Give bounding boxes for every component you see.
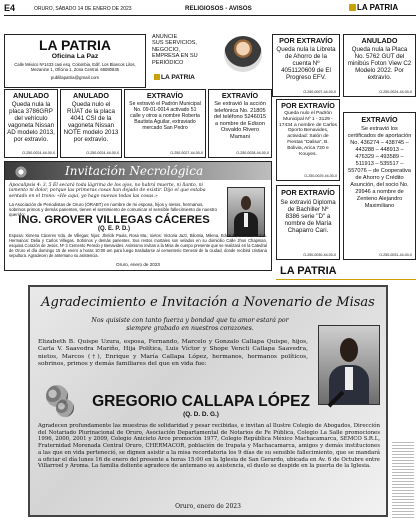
office-brand: LA PATRIA (38, 37, 112, 53)
novenario-family: Elizabeth B. Quispe Uzura, esposa, Fernando, Marcelo y Gonzalo Callapa Quispe, hijos, Carla V. Saavedra Mariño, Hija Política, Luis Víctor y Shope Vencli Callapa Saavedra, nietos, Marcos (†), Enrique y María Callapa López, hermanos, hermanos políticos, sobrinos, primos y demás familiares del que en vida fue: (38, 339, 308, 368)
mourning-ribbon-icon (328, 389, 348, 409)
notice-ref: O-250-0031-44-00-0 (379, 253, 412, 257)
logo-mark-icon (154, 74, 160, 80)
notice-ref: O-250-0024-44-00-0 (22, 151, 55, 155)
novenario-title: Agradecimiento e Invitación a Novenario de Misas (41, 295, 375, 310)
notice-body: Queda nula la Placa No. 5762 GUT del minibús Foton View C2 Modelo 2022. Por extravío. (347, 46, 412, 81)
deceased-name-novenario: GREGORIO CALLAPA LÓPEZ (92, 393, 310, 410)
notice-ref: O-250-0007-44-00-0 (303, 90, 336, 94)
obituary-title: Invitación Necrológica (65, 164, 204, 178)
notice-body: Se extravió los certificados de aportación No. 436274 – 438745 – 443288 – 448913 – 476329 – 493589 – 511913 – 535517 – 557076 – de Cooperativa de Ahorro y Crédito Asunción, del socio No. 29946 a nombre de Zenteno Alejandro Maximiliano (347, 126, 412, 209)
header-rule (4, 15, 416, 16)
dateline: ORURO, SÁBADO 14 DE ENERO DE 2023 (34, 6, 132, 12)
notice-title: EXTRAVÍO (221, 91, 259, 100)
notice-lost-municipal-register (124, 89, 206, 158)
side-microtext-strip (392, 440, 414, 520)
deceased-name: ING. GROVER VILLEGAS CÁCERES (18, 214, 210, 226)
promo-figure-icon (224, 36, 262, 72)
logo-underline (276, 279, 416, 280)
novenario-notice (28, 285, 388, 517)
notice-lost-certificates (343, 112, 416, 260)
deceased-qepd: (Q. E. P. D.) (98, 226, 130, 232)
office-label: Oficina La Paz (51, 53, 99, 60)
notice-void-plate-minibus (343, 34, 416, 97)
notice-body: Se extravió Diploma de Bachiller Nº 8386 serie "D" a nombre de María Chaparro Cari. (280, 199, 336, 234)
notice-ref: O-250-0024-44-00-0 (86, 151, 119, 155)
logo-mark-icon (349, 4, 356, 11)
obituary-body: Esposa: Ximena Cáceres Vda. de Villegas; hijos: Jhelcik Paola, Rosa Ma.; nietos: Victoria Jazz, Bilomia, Milena, Eduardo, Camila, Pozos. Hermanos: Delia y Carlos Villegas. Sobrinos y demás parientes. Sus restos mortales son velados en su domicilio Calle Jhon Chapman, esquina Corazón de Jesús, Nº 3 Cemento Peredo y Benavides. Asimismo invitan a la Misa de cuerpo presente que se realizará en la Catedral de Oruro el día domingo 15 de enero a horas 10:00 am para luego trasladarse al cementerio General de la ciudad, donde recibirá cristiana sepultura. Agradecen de antemano su asistencia. (9, 233, 267, 258)
header-logo: LA PATRIA (349, 3, 398, 12)
notice-body: Se extravió la acción telefónica No. 21805 del teléfono 5246015 a nombre de Edison Osvaldo Rivero Mamani (213, 101, 267, 140)
office-email: publilapatria@gmail.com (50, 75, 100, 80)
notice-body: Queda nula la Libreta de Ahorro de la cuenta Nº 4051120609 de El Progreso EFV. (276, 46, 336, 81)
notice-ref: O-250-0024-44-00-0 (379, 90, 412, 94)
notice-title: EXTRAVÍO (361, 115, 398, 124)
notice-ref: O-250-0027-44-00-0 (170, 151, 203, 155)
obituary-intro: La Asociación de Periodistas de Oruro (ÓRABT) en nombre de mi esposa, hijos y nietos, hermanos, sobrinos primos y demás parientes, tienen el sentimiento de comunicar el sensible fallecimiento de nuestro querido: (9, 202, 217, 218)
rose-decoration-icon (46, 385, 82, 425)
notice-title: ANULADO (13, 91, 49, 100)
notice-lost-register-salon (276, 99, 340, 181)
notice-body: Queda nulo el RUAT de la placa 4041 CSI de la vagoneta Nissan NOTE modelo 2013 por extravío. (63, 101, 119, 143)
notice-ref: O-250-0028-44-00-0 (236, 151, 269, 155)
deceased-qddg: (Q. D. D. G.) (183, 411, 219, 418)
novenario-quote: Nos quisiste con tanto fuerza y bondad que tu amor estará por siempre grabado en nuestros corazones. (91, 317, 289, 332)
obituary-header-band (5, 162, 271, 180)
novenario-thanks: Agradecen profundamente las muestras de solidaridad y pesar recibidas, e invitan al Ilustre Colegio de Abogados, Dirección del Notariado Plurinacional de Oruro, Asociación Departamental de Notarios de Fe Pública, Colegio La Salle promociones 1996, 2000, 2001 y 2009, Colegio Anicieto Arce promoción 1977, Colegio República México Machacamarca, SEMCO S.R.L, Fraternidad Morenada Central Oruro, CHERMACOR, población de Irupata y Machacamarca, amigos y demás instituciones a las que en vida perteneció, se dignen asistir a la misa recordatoria los 9 días de su sensible fallecimiento, que se mandará a oficiar el día lunes 16 de enero del presente a horas 15:00 en la Iglesia de San Gerardo, ubicada en Av. 6 de Octubre entre Villarroel y Aroma. La familia doliente agradece de antemano su asistencia, el duelo se despide en la puerta de la Iglesia. (38, 423, 380, 470)
obituary-notice (4, 161, 272, 271)
obituary-epigraph: Apocalipsis 4: 3, 5 Él secará toda lágrima de los ojos, no habrá muerte, ni llanto, ni lamento ni dolor, porque las primeras cosas han dejado de existir. Dijo el que estaba sentado en el trono: «He aquí, yo hago nuevas todas las cosas.» (9, 183, 206, 199)
notice-title: ANULADO (361, 36, 398, 45)
novenario-date: Oruro, enero de 2023 (175, 503, 241, 510)
page-number: E4 (4, 3, 16, 13)
notice-void-ruat (60, 89, 122, 158)
notice-title: POR EXTRAVÍO (281, 101, 335, 110)
notice-lost-passbook (272, 34, 340, 97)
notice-body: Queda nulo el Padrón Municipal Nº 1 - 3129 - 17434 a nombre de Carlos Oporto Benavides, actividad: Salón de Fiestas "Dalisa", B. Bolivia, Arica 720 e Kouyes. (279, 111, 337, 157)
deceased-photo (227, 187, 265, 237)
promo-text: ANUNCIE SUS SERVICIOS, NEGOCIO, EMPRESA EN SU PERIÓDICO (152, 34, 198, 66)
section-logo: LA PATRIA (280, 265, 337, 277)
office-address: Calle México Nº1433 casi esq. Colombia, Edif. Los Blancos Lilos, Mezanine 1, Oficina 1, Zona Central. 66080835 (14, 62, 136, 72)
notice-lost-diploma (276, 185, 340, 260)
flower-icon (11, 165, 31, 179)
promo-box (150, 34, 268, 88)
office-box (4, 34, 146, 88)
obituary-date: Oruro, enero de 2023 (116, 262, 160, 267)
section-title: RELIGIOSOS - AVISOS (185, 5, 252, 12)
notice-body: Queda nula la placa 3786GRP del vehículo vagoneta Nissan AD modelo 2013, por extravío. (7, 101, 55, 143)
notice-title: ANULADO (73, 91, 109, 100)
notice-body: Se extravió el Padrón Municipal No. 09-01-0014 activado 51 calle y otros a nombre Roberta Bautista Aguilar, extraviado mercado San Pedro (129, 101, 201, 131)
notice-ref: O-250-0029-44-00-0 (304, 174, 337, 178)
promo-logo: LA PATRIA (154, 74, 195, 81)
notice-void-plate-3786 (4, 89, 58, 158)
notice-title: POR EXTRAVÍO (279, 36, 333, 45)
notice-lost-phone-share (208, 89, 272, 158)
notice-title: POR EXTRAVÍO (281, 188, 335, 197)
notice-title: EXTRAVÍO (146, 91, 184, 100)
notice-ref: O-250-0030-44-00-0 (303, 253, 336, 257)
